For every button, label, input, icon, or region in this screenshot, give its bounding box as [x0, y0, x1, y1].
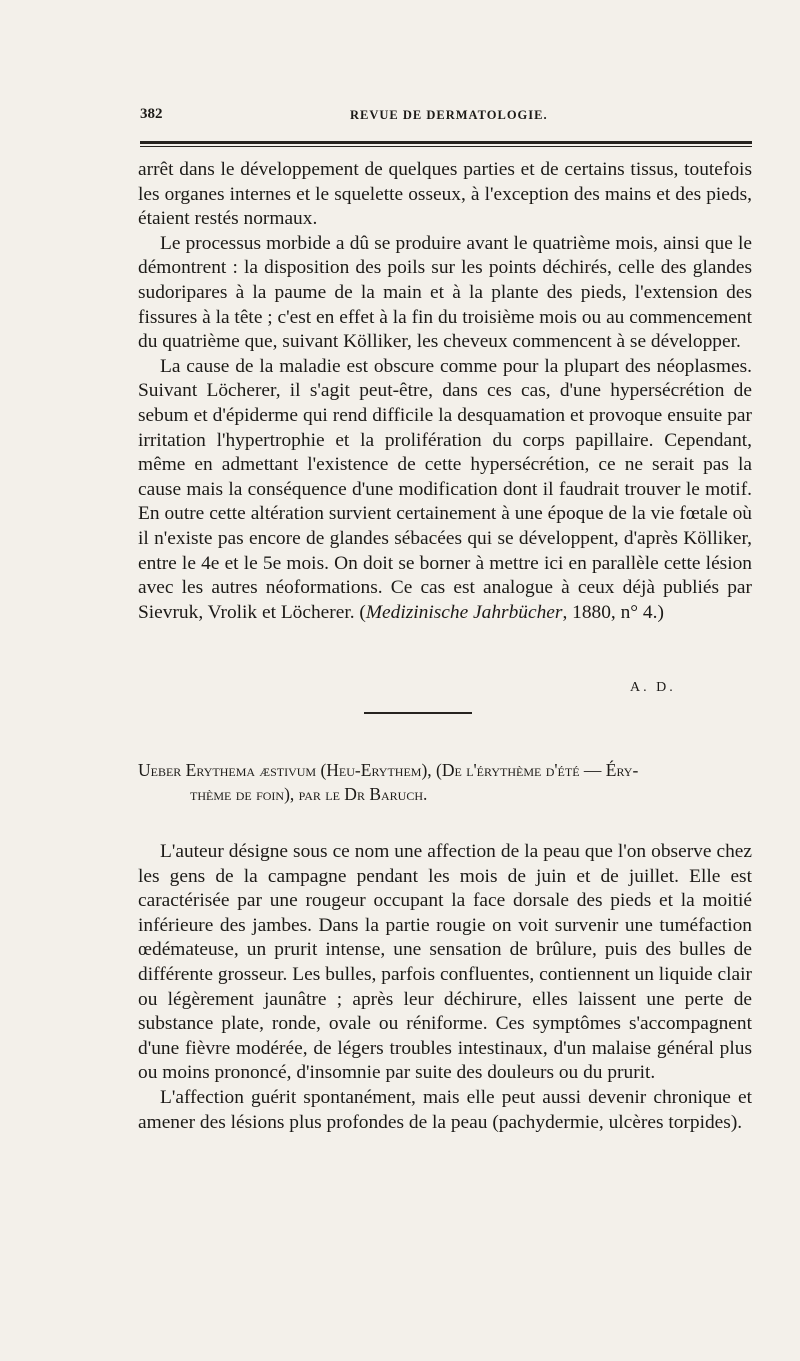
- paragraph: L'affection guérit spontanément, mais elle peut aussi devenir chronique et amener des lésions plus profondes de la peau (pachydermie, ulcères torpides).: [138, 1086, 752, 1133]
- paragraph: Le processus morbide a dû se produire avant le quatrième mois, ainsi que le démontrent : la disposition des poils sur les points déchirés, celle des glandes sudoripares à la paume de la main et à la plante des pieds, l'extension des fissures à la tête ; c'est en effet à la fin du troisième mois ou au commencement du quatrième que, suivant Kölliker, les cheveux commencent à se développer.: [138, 232, 752, 353]
- heading-line: Ueber Erythema æstivum (Heu-Erythem), (De l'érythème d'été — Éry-: [138, 760, 639, 780]
- section-separator: [364, 712, 472, 714]
- paragraph: La cause de la maladie est obscure comme pour la plupart des néoplasmes. Suivant Löcherer, il s'agit peut-être, dans ces cas, d'une hypersécrétion de sebum et d'épiderme qui rend difficile la desquamation et provoque ensuite par irritation l'hypertrophie et la prolifération du corps papillaire. Cependant, même en admettant l'existence de cette hypersécrétion, ce ne serait pas la cause mais la conséquence d'une modification dont il faudrait trouver le motif. En outre cette altération survient certainement à une époque de la vie fœtale où il n'existe pas encore de glandes sébacées qui se développent, d'après Kölliker, entre le 4e et le 5e mois. On doit se borner à mettre ici en parallèle cette lésion avec les autres néoformations. Ce cas est analogue à ceux déjà publiés par Sievruk, Vrolik et Löcherer. (Medizinische Jahrbücher, 1880, n° 4.): [138, 355, 752, 623]
- running-title: REVUE DE DERMATOLOGIE.: [350, 108, 548, 122]
- header-rule-thick: [140, 141, 752, 144]
- paragraph: L'auteur désigne sous ce nom une affection de la peau que l'on observe chez les gens de la campagne pendant les mois de juin et de juillet. Elle est caractérisée par une rougeur occupant la face dorsale des pieds et la moitié inférieure des jambes. Dans la partie rougie on voit survenir une tuméfaction œdémateuse, un prurit intense, une sensation de brûlure, puis des bulles de différente grosseur. Les bulles, parfois confluentes, contiennent un liquide clair ou légèrement jaunâtre ; après leur déchirure, elles laissent une perte de substance plate, ronde, ovale ou réniforme. Ces symptômes s'accompagnent d'une fièvre modérée, de légers troubles intestinaux, d'un malaise général plus ou moins prononcé, d'insomnie par suite des douleurs ou du prurit.: [138, 841, 752, 1084]
- article-body: [138, 840, 752, 1135]
- author-signature: A. D.: [630, 680, 676, 695]
- paragraph: arrêt dans le développement de quelques parties et de certains tissus, toutefois les organes internes et le squelette osseux, à l'exception des mains et des pieds, étaient restés normaux.: [138, 159, 752, 230]
- header-rule-thin: [140, 146, 752, 147]
- article-heading: [138, 758, 752, 806]
- page-number: 382: [140, 106, 163, 122]
- running-header: [138, 106, 750, 130]
- heading-line: thème de foin), par le Dr Baruch.: [190, 784, 428, 804]
- journal-title: Medizinische Jahrbücher: [365, 601, 563, 623]
- article-continuation: [138, 158, 752, 625]
